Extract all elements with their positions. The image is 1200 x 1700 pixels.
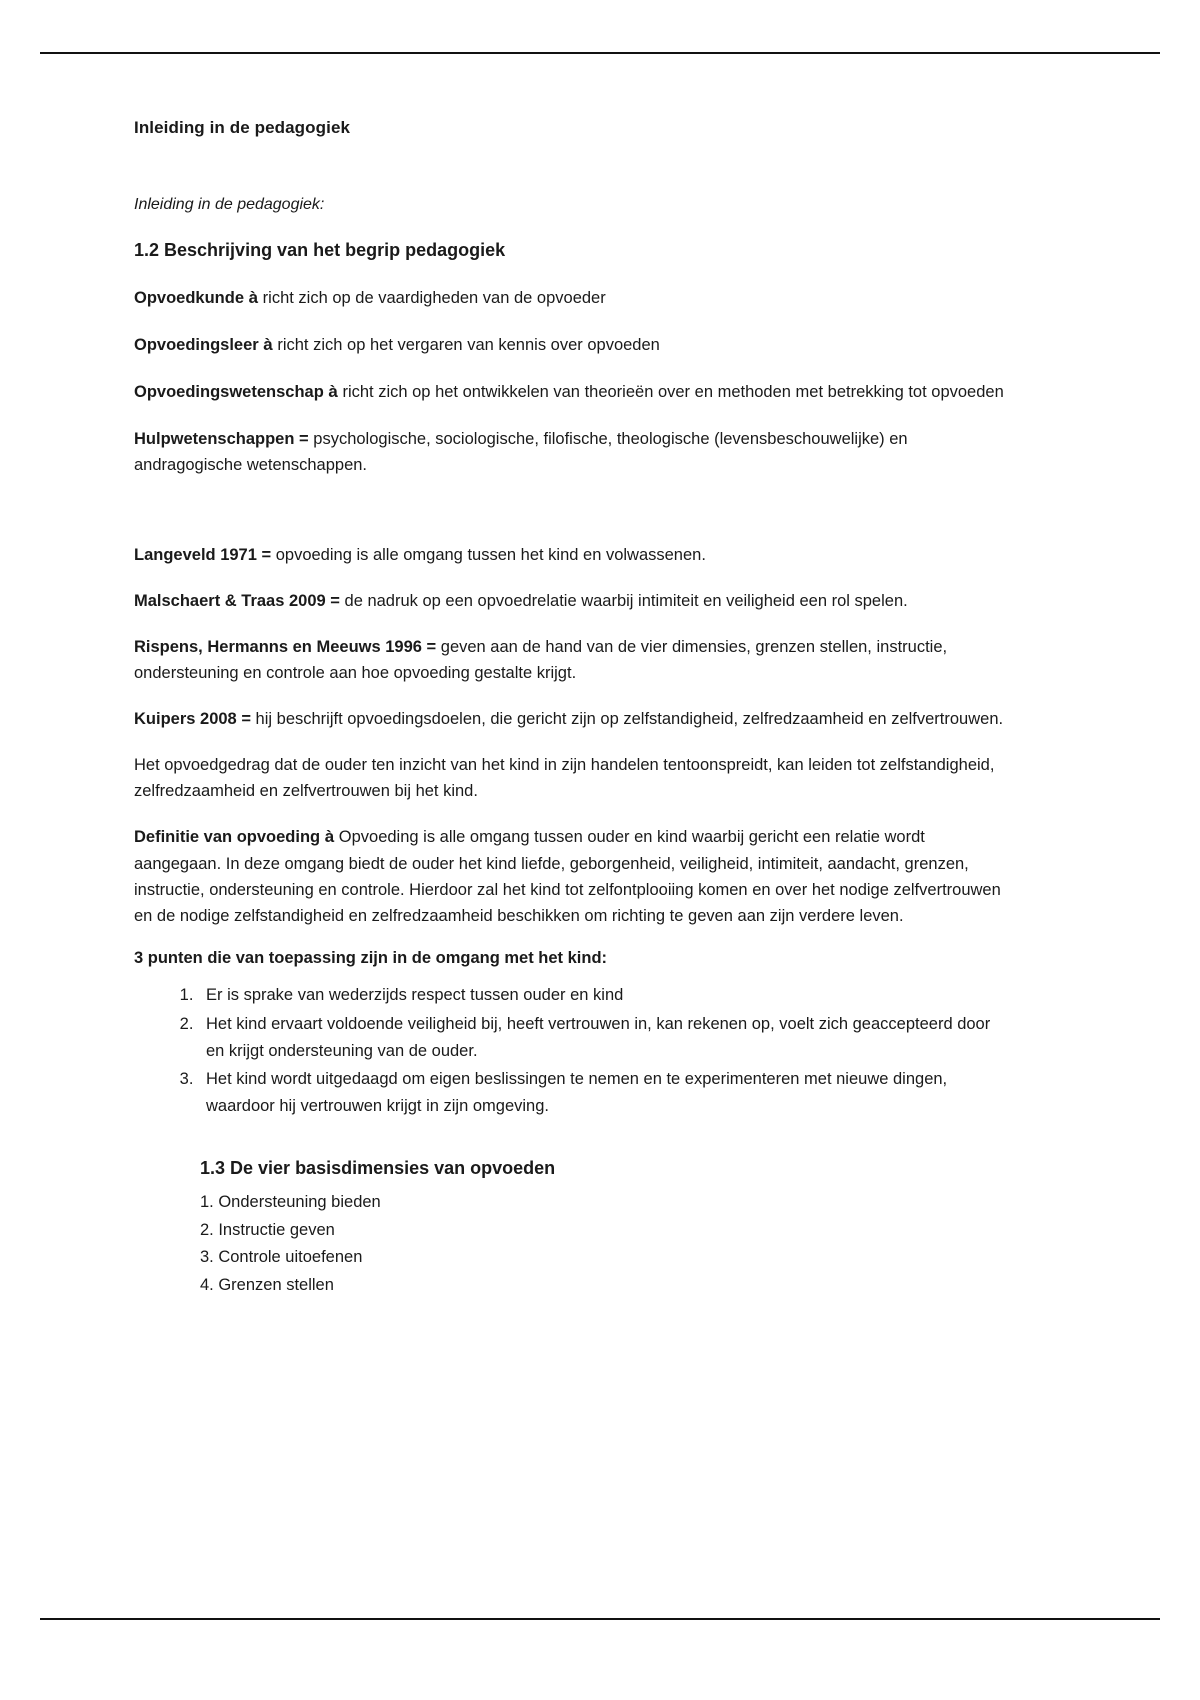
arrow-marker: à xyxy=(263,334,273,354)
section-spacer xyxy=(134,498,1004,542)
author-malschaert-traas xyxy=(134,588,1004,614)
list-item: 2. Het kind ervaart voldoende veiligheid bij, heeft vertrouwen in, kan rekenen op, voelt zich geaccepteerd door en krijgt ondersteuning van de ouder. xyxy=(198,1011,1004,1064)
term-text: Opvoeding is alle omgang tussen ouder en kind waarbij gericht een relatie wordt aangegaan. In deze omgang biedt de ouder het kind liefde, geborgenheid, veiligheid, intimiteit, aandacht, grenzen, instructie, ondersteuning en controle. Hierdoor zal het kind tot zelfontplooiing komen en over het nodige zelfvertrouwen en de nodige zelfstandigheid en zelfredzaamheid beschikken om richting te geven aan zijn verdere leven. xyxy=(134,828,1001,926)
term-label: Hulpwetenschappen xyxy=(134,429,295,448)
term-text: richt zich op het ontwikkelen van theorieën over en methoden met betrekking tot opvoeden xyxy=(337,382,1004,401)
subsection-1-3 xyxy=(134,1158,1004,1300)
term-label: Kuipers 2008 xyxy=(134,709,237,728)
term-label: Opvoedingswetenschap xyxy=(134,382,324,401)
equals-marker: = xyxy=(330,591,340,610)
term-text: opvoeding is alle omgang tussen het kind en volwassenen. xyxy=(271,545,706,564)
page-title: Inleiding in de pedagogiek xyxy=(134,118,351,137)
term-label: Opvoedkunde xyxy=(134,289,245,307)
subsection-item: 2. Instructie geven xyxy=(200,1220,335,1239)
equals-marker: = xyxy=(426,637,437,656)
term-text: psychologische, sociologische, filofische, theologische (levensbeschouwelijke) en andragogische wetenschappen. xyxy=(134,429,908,474)
term-text: richt zich op het vergaren van kennis over opvoeden xyxy=(272,335,660,354)
subsection-heading-1-3: 1.3 De vier basisdimensies van opvoeden xyxy=(200,1157,556,1178)
definition-opvoedkunde xyxy=(134,285,1004,312)
header-rule xyxy=(40,52,1160,54)
definition-van-opvoeding xyxy=(134,824,1004,929)
definition-hulpwetenschappen xyxy=(134,426,1004,478)
author-kuipers xyxy=(134,706,1004,732)
term-text: de nadruk op een opvoedrelatie waarbij intimiteit en veiligheid een rol spelen. xyxy=(339,591,908,610)
term-label: Definitie van opvoeding xyxy=(134,828,321,847)
equals-marker: = xyxy=(241,709,251,728)
list-item: 3. Het kind wordt uitgedaagd om eigen beslissingen te nemen en te experimenteren met nieuwe dingen, waardoor hij vertrouwen krijgt in zijn omgeving. xyxy=(198,1066,1004,1119)
term-text: hij beschrijft opvoedingsdoelen, die gericht zijn op zelfstandigheid, zelfredzaamheid en zelfvertrouwen. xyxy=(250,709,1004,728)
arrow-marker: à xyxy=(328,381,338,401)
document-subtitle: Inleiding in de pedagogiek: xyxy=(134,196,325,213)
equals-marker: = xyxy=(261,545,272,564)
term-text: richt zich op de vaardigheden van de opvoeder xyxy=(258,289,606,307)
arrow-marker: à xyxy=(324,827,335,847)
subsection-item: 1. Ondersteuning bieden xyxy=(200,1192,381,1211)
author-langeveld xyxy=(134,542,1004,568)
arrow-marker: à xyxy=(248,288,259,307)
term-label: Rispens, Hermanns en Meeuws 1996 xyxy=(134,637,422,656)
document-body xyxy=(134,118,1004,1300)
section-heading-1-2: 1.2 Beschrijving van het begrip pedagogiek xyxy=(134,240,506,260)
subsection-item: 3. Controle uitoefenen xyxy=(200,1248,363,1267)
definition-opvoedingsleer xyxy=(134,332,1004,359)
points-list xyxy=(134,982,1004,1120)
points-heading: 3 punten die van toepassing zijn in de omgang met het kind: xyxy=(134,949,608,968)
term-label: Langeveld 1971 xyxy=(134,545,257,564)
subsection-item: 4. Grenzen stellen xyxy=(200,1275,334,1294)
term-text: geven aan de hand van de vier dimensies, grenzen stellen, instructie, ondersteuning en controle aan hoe opvoeding gestalte krijgt. xyxy=(134,637,948,682)
paragraph-opvoedgedrag: Het opvoedgedrag dat de ouder ten inzicht van het kind in zijn handelen tentoonspreidt, kan leiden tot zelfstandigheid, zelfredzaamheid en zelfvertrouwen bij het kind. xyxy=(134,756,995,801)
term-label: Opvoedingsleer xyxy=(134,335,259,354)
equals-marker: = xyxy=(299,429,309,448)
term-label: Malschaert & Traas 2009 xyxy=(134,591,326,610)
list-item: 1. Er is sprake van wederzijds respect tussen ouder en kind xyxy=(198,982,1004,1009)
footer-rule xyxy=(40,1618,1160,1620)
definition-opvoedingswetenschap xyxy=(134,379,1004,406)
author-rispens-hermanns-meeuws xyxy=(134,634,1004,686)
